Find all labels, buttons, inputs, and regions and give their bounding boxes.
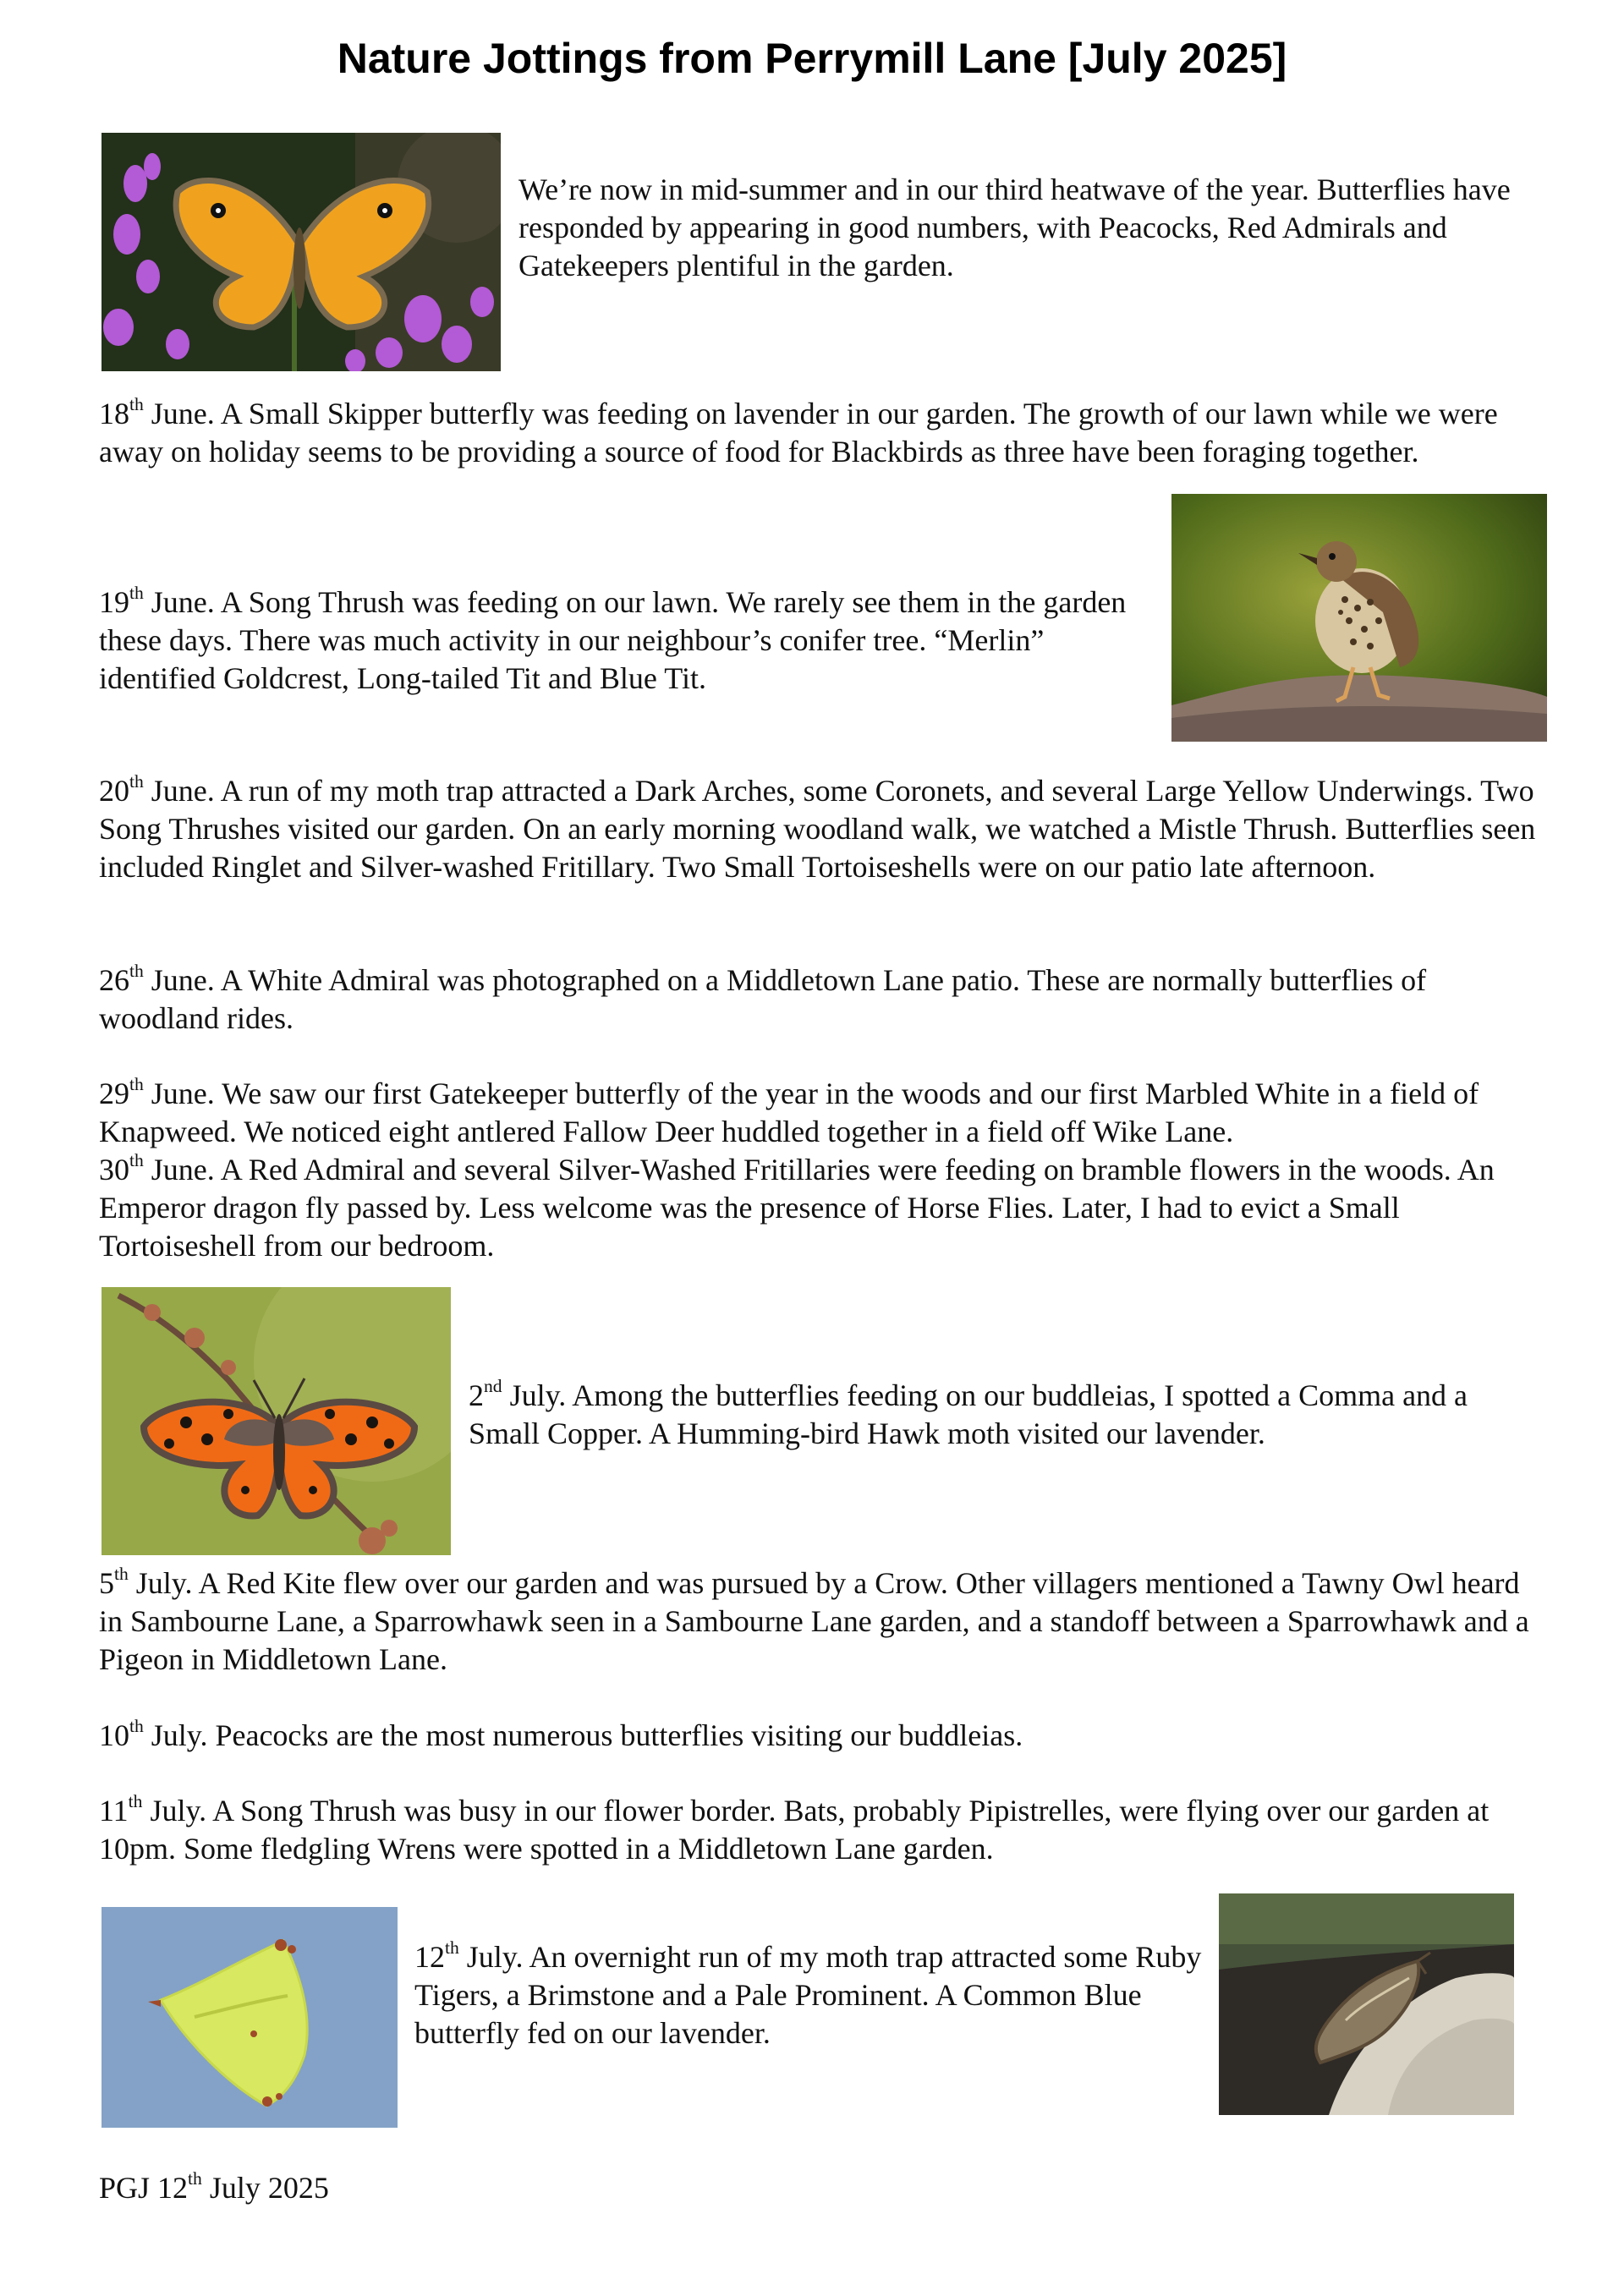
entry-20-june: 20th June. A run of my moth trap attracted a Dark Arches, some Coronets, and several Large Yellow Underwings. Two Song Thrushes visited our garden. On an early morning woodland walk, we watched a Mistle Thrush. Butterflies seen included Ringlet and Silver-washed Fritillary. Two Small Tortoiseshells were on our patio late afternoon. bbox=[99, 770, 1536, 884]
entry-18-june: 18th June. A Small Skipper butterfly was feeding on lavender in our garden. The growth of our lawn while we were away on holiday seems to be providing a source of food for Blackbirds as three have been foraging together. bbox=[99, 393, 1498, 469]
page-title: Nature Jottings from Perrymill Lane [July 2025] bbox=[337, 35, 1287, 82]
entry-26-june: 26th June. A White Admiral was photographed on a Middletown Lane patio. These are normally butterflies of woodland rides. bbox=[99, 960, 1427, 1035]
entry-11-july: 11th July. A Song Thrush was busy in our flower border. Bats, probably Pipistrelles, were flying over our garden at 10pm. Some fledgling Wrens were spotted in a Middletown Lane garden. bbox=[99, 1790, 1490, 1866]
gatekeeper-butterfly-photo bbox=[102, 133, 501, 371]
entry-12-july: 12th July. An overnight run of my moth trap attracted some Ruby Tigers, a Brimstone and a Pale Prominent. A Common Blue butterfly fed on our lavender. bbox=[414, 1937, 1202, 2050]
entry-2-july: 2nd July. Among the butterflies feeding on our buddleias, I spotted a Comma and a Small Copper. A Humming-bird Hawk moth visited our lavender. bbox=[469, 1375, 1468, 1450]
entry-29-june: 29th June. We saw our first Gatekeeper butterfly of the year in the woods and our first Marbled White in a field of Knapweed. We noticed eight antlered Fallow Deer huddled together in a field off Wike Lane. bbox=[99, 1073, 1479, 1148]
entry-30-june: 30th June. A Red Admiral and several Silver-Washed Fritillaries were feeding on bramble flowers in the woods. An Emperor dragon fly passed by. Less welcome was the presence of Horse Flies. Later, I had to evict a Small Tortoiseshell from our bedroom. bbox=[99, 1149, 1495, 1263]
pale-prominent-moth-photo bbox=[1219, 1893, 1514, 2115]
signature: PGJ 12th July 2025 bbox=[99, 2167, 329, 2205]
entry-5-july: 5th July. A Red Kite flew over our garden and was pursued by a Crow. Other villagers mentioned a Tawny Owl heard in Sambourne Lane, a Sparrowhawk seen in a Sambourne Lane garden, and a standoff between a Sparrowhawk and a Pigeon in Middletown Lane. bbox=[99, 1563, 1529, 1676]
intro-paragraph: We’re now in mid-summer and in our third heatwave of the year. Butterflies have responded by appearing in good numbers, with Peacocks, Red Admirals and Gatekeepers plentiful in the garden. bbox=[518, 173, 1511, 282]
small-copper-butterfly-photo bbox=[102, 1287, 451, 1555]
song-thrush-photo bbox=[1171, 494, 1547, 742]
entry-19-june: 19th June. A Song Thrush was feeding on our lawn. We rarely see them in the garden these days. There was much activity in our neighbour’s conifer tree. “Merlin” identified Goldcrest, Long-tailed Tit and Blue Tit. bbox=[99, 582, 1127, 695]
brimstone-moth-photo bbox=[102, 1907, 398, 2128]
entry-10-july: 10th July. Peacocks are the most numerous butterflies visiting our buddleias. bbox=[99, 1715, 1023, 1752]
